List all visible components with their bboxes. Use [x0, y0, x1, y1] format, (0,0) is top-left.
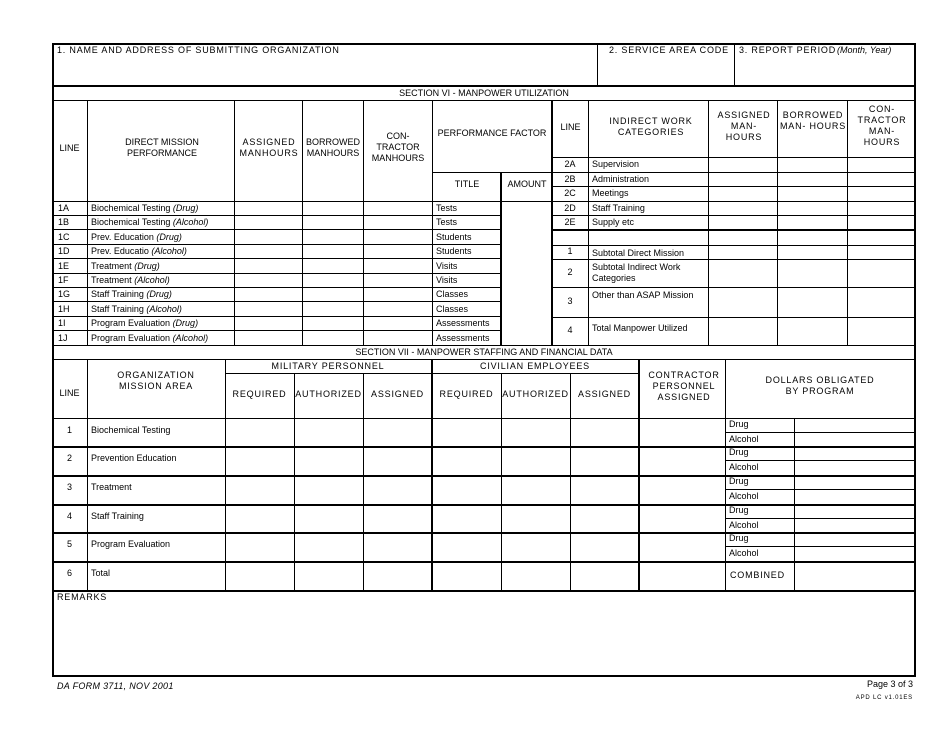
- s6-row-title: Assessments: [436, 333, 490, 343]
- s6-input-cell[interactable]: [365, 260, 431, 272]
- s7-col-mil-authorized: AUTHORIZED: [295, 389, 362, 399]
- s6-col-performance-factor: PERFORMANCE FACTOR: [437, 128, 547, 138]
- divider: [52, 100, 916, 101]
- s7-col-org-area: ORGANIZATION MISSION AREA: [117, 370, 195, 391]
- s7-row-line: 3: [66, 482, 72, 492]
- s7-drug-amount[interactable]: [796, 419, 915, 431]
- s6-row-qualifier: (Drug): [146, 289, 172, 299]
- grid-line: [847, 100, 848, 345]
- s6-col-borrowed-manhours: BORROWED MANHOURS: [306, 137, 360, 158]
- s6-row-name-text: Staff Training: [91, 304, 144, 314]
- s6-input-cell[interactable]: [236, 288, 301, 300]
- s7-input-cell[interactable]: [434, 448, 500, 473]
- s6-summary-input[interactable]: [779, 318, 846, 344]
- s6-row-line: 1D: [58, 246, 70, 256]
- s7-input-cell[interactable]: [503, 420, 569, 444]
- s7-col-contractor: CONTRACTOR PERSONNEL ASSIGNED: [648, 370, 720, 402]
- grid-line: [52, 229, 501, 230]
- s7-input-cell[interactable]: [365, 477, 430, 502]
- grid-line: [551, 229, 916, 231]
- s7-input-cell[interactable]: [503, 506, 569, 530]
- s7-combined-amount[interactable]: [796, 563, 915, 588]
- s7-input-cell[interactable]: [503, 448, 569, 473]
- s6-input-cell[interactable]: [236, 202, 301, 214]
- s7-input-cell[interactable]: [641, 563, 724, 588]
- s7-input-cell[interactable]: [296, 534, 362, 559]
- s6-col-assigned-manhours: ASSIGNED MANHOURS: [239, 137, 299, 158]
- s7-input-cell[interactable]: [503, 563, 569, 588]
- s7-row-name: Biochemical Testing: [91, 425, 171, 435]
- s6-col-indirect-categories: INDIRECT WORK CATEGORIES: [609, 116, 693, 137]
- s6-input-cell[interactable]: [502, 231, 550, 243]
- s6-input-cell[interactable]: [502, 274, 550, 286]
- s6-row-title: Visits: [436, 261, 458, 271]
- grid-line: [52, 590, 916, 592]
- s6-indirect-input[interactable]: [779, 173, 846, 185]
- s6-input-cell[interactable]: [365, 202, 431, 214]
- s6-indirect-name: Meetings: [592, 188, 629, 198]
- s6-summary-input[interactable]: [779, 246, 846, 258]
- s6-row-qualifier: (Alcohol): [146, 304, 182, 314]
- s6-summary-line: 4: [567, 325, 573, 335]
- s6-indirect-input[interactable]: [710, 202, 776, 214]
- s6-summary-input[interactable]: [710, 318, 776, 344]
- grid-line: [294, 373, 295, 590]
- s7-input-cell[interactable]: [365, 448, 430, 473]
- s6-row-qualifier: (Alcohol): [151, 246, 187, 256]
- s6-input-cell[interactable]: [365, 216, 431, 228]
- s6-row-name: [91, 247, 187, 256]
- s7-input-cell[interactable]: [434, 420, 500, 444]
- s6-input-cell[interactable]: [365, 332, 431, 344]
- field-name-address-label: 1. NAME AND ADDRESS OF SUBMITTING ORGANIZATION: [57, 45, 340, 55]
- s7-col-mil-required: REQUIRED: [232, 389, 287, 399]
- s7-input-cell[interactable]: [641, 477, 724, 502]
- grid-line: [87, 100, 88, 345]
- s6-row-name-text: Treatment: [91, 275, 132, 285]
- s7-input-cell[interactable]: [296, 477, 362, 502]
- s6-input-cell[interactable]: [502, 216, 550, 228]
- grid-line: [588, 100, 589, 345]
- s6-row-qualifier: (Alcohol): [172, 217, 209, 227]
- s7-input-cell[interactable]: [365, 534, 430, 559]
- s7-drug-label: Drug: [729, 476, 749, 486]
- s6-input-cell[interactable]: [236, 231, 301, 243]
- grid-line: [432, 172, 552, 173]
- grid-line: [52, 201, 552, 202]
- s7-input-cell[interactable]: [641, 506, 724, 530]
- s6-indirect-input[interactable]: [710, 158, 776, 170]
- s7-input-cell[interactable]: [227, 448, 293, 473]
- s6-row-qualifier: (Alcohol): [172, 333, 209, 343]
- s6-row-name: [91, 204, 198, 213]
- s6-input-cell[interactable]: [304, 317, 362, 329]
- s6-input-cell[interactable]: [365, 245, 431, 257]
- s6-summary-input[interactable]: [710, 288, 776, 316]
- s6-indirect-name: Staff Training: [592, 203, 645, 213]
- s6-row-name: [91, 305, 182, 314]
- s6-indirect-line: 2A: [564, 159, 576, 169]
- s7-alcohol-label: Alcohol: [729, 462, 759, 472]
- s7-col-line: LINE: [59, 388, 80, 398]
- s6-summary-input[interactable]: [849, 318, 915, 344]
- s6-input-cell[interactable]: [365, 303, 431, 315]
- s7-input-cell[interactable]: [572, 448, 637, 473]
- s6-col-amount: AMOUNT: [507, 179, 547, 189]
- s7-col-civilian: CIVILIAN EMPLOYEES: [480, 361, 590, 371]
- field-report-period-label: 3. REPORT PERIOD: [739, 45, 836, 55]
- s6-row-title: Assessments: [436, 318, 490, 328]
- s6-row-title: Students: [436, 246, 472, 256]
- s7-drug-amount[interactable]: [796, 476, 915, 488]
- s7-input-cell[interactable]: [227, 506, 293, 530]
- s6-input-cell[interactable]: [365, 274, 431, 286]
- s7-input-cell[interactable]: [641, 448, 724, 473]
- s6-summary-input[interactable]: [710, 260, 776, 286]
- s6-row-name-text: Treatment: [91, 261, 132, 271]
- s6-row-title: Students: [436, 232, 472, 242]
- s6-row-line: 1I: [58, 318, 66, 328]
- s6-summary-input[interactable]: [849, 246, 915, 258]
- grid-line: [52, 301, 501, 302]
- s7-row-name: Staff Training: [91, 511, 144, 521]
- s6-indirect-input[interactable]: [710, 173, 776, 185]
- s6-row-title: Tests: [436, 217, 458, 227]
- s6-row-name: [91, 262, 160, 271]
- s6-row-line: 1F: [58, 275, 69, 285]
- s6-input-cell[interactable]: [502, 260, 550, 272]
- s6-summary-input[interactable]: [710, 246, 776, 258]
- s6-input-cell[interactable]: [236, 317, 301, 329]
- s6-row-name: [91, 334, 208, 343]
- s7-drug-label: Drug: [729, 505, 749, 515]
- s7-alcohol-label: Alcohol: [729, 434, 759, 444]
- s7-input-cell[interactable]: [503, 477, 569, 502]
- s6-summary-input[interactable]: [849, 288, 915, 316]
- version-label: APD LC v1.01ES: [855, 695, 913, 701]
- s6-row-name-text: Program Evaluation: [91, 318, 171, 328]
- divider: [734, 43, 735, 86]
- s7-drug-amount[interactable]: [796, 533, 915, 545]
- s6-summary-name: Subtotal Indirect Work Categories: [592, 262, 681, 283]
- s6-row-title: Tests: [436, 203, 458, 213]
- s6-row-name-text: Program Evaluation: [91, 333, 171, 343]
- s7-row-name: Prevention Education: [91, 453, 177, 463]
- s7-alcohol-amount[interactable]: [796, 433, 915, 445]
- s6-input-cell[interactable]: [502, 332, 550, 344]
- s6-indirect-name: Supply etc: [592, 217, 635, 227]
- s6-col-title: TITLE: [454, 179, 480, 189]
- s6-indirect-input[interactable]: [849, 202, 915, 214]
- grid-line: [52, 345, 916, 346]
- s6-col-contractor-manhours: CON- TRACTOR MANHOURS: [371, 131, 425, 163]
- s7-input-cell[interactable]: [365, 563, 430, 588]
- s6-col-assigned-man-hours: ASSIGNED MAN- HOURS: [717, 110, 771, 142]
- s7-input-cell[interactable]: [503, 534, 569, 559]
- section7-title: SECTION VII - MANPOWER STAFFING AND FINANCIAL DATA: [355, 347, 613, 357]
- s6-indirect-input[interactable]: [779, 216, 846, 228]
- remarks-field[interactable]: [54, 604, 914, 675]
- s6-indirect-line: 2B: [564, 174, 576, 184]
- s7-col-civ-assigned: ASSIGNED: [578, 389, 631, 399]
- grid-line: [777, 100, 778, 345]
- grid-line: [708, 100, 709, 345]
- s6-row-name: [91, 218, 208, 227]
- s7-row-line: 4: [66, 511, 72, 521]
- s6-row-name: [91, 233, 182, 242]
- s6-input-cell[interactable]: [502, 202, 550, 214]
- s7-input-cell[interactable]: [227, 477, 293, 502]
- s7-row-line: 6: [66, 568, 72, 578]
- grid-line: [501, 373, 502, 590]
- s7-alcohol-label: Alcohol: [729, 491, 759, 501]
- s6-input-cell[interactable]: [502, 317, 550, 329]
- s7-input-cell[interactable]: [641, 534, 724, 559]
- s6-indirect-input[interactable]: [779, 158, 846, 170]
- s6-indirect-name: Administration: [592, 174, 650, 184]
- s6-input-cell[interactable]: [502, 288, 550, 300]
- s6-input-cell[interactable]: [236, 303, 301, 315]
- s7-input-cell[interactable]: [296, 563, 362, 588]
- s6-col-line2: LINE: [560, 122, 581, 132]
- s7-input-cell[interactable]: [227, 534, 293, 559]
- s7-alcohol-label: Alcohol: [729, 520, 759, 530]
- s6-input-cell[interactable]: [304, 216, 362, 228]
- s6-input-cell[interactable]: [365, 288, 431, 300]
- s7-alcohol-label: Alcohol: [729, 548, 759, 558]
- s7-input-cell[interactable]: [296, 420, 362, 444]
- s6-summary-input[interactable]: [779, 288, 846, 316]
- s6-row-name: [91, 290, 172, 299]
- s7-input-cell[interactable]: [365, 506, 430, 530]
- s7-col-civ-required: REQUIRED: [439, 389, 494, 399]
- s6-input-cell[interactable]: [304, 245, 362, 257]
- s6-summary-name: Total Manpower Utilized: [592, 323, 688, 333]
- s6-summary-line: 1: [567, 246, 573, 256]
- s6-row-qualifier: (Alcohol): [134, 275, 170, 285]
- s6-row-line: 1H: [58, 304, 70, 314]
- s6-input-cell[interactable]: [365, 317, 431, 329]
- s7-drug-label: Drug: [729, 447, 749, 457]
- grid-line: [363, 100, 364, 345]
- s6-row-name: [91, 319, 198, 328]
- s6-indirect-line: 2C: [564, 188, 576, 198]
- grid-line: [363, 373, 364, 590]
- s7-input-cell[interactable]: [296, 448, 362, 473]
- grid-line: [52, 359, 916, 360]
- s7-col-dollars: DOLLARS OBLIGATED BY PROGRAM: [765, 375, 875, 396]
- divider: [597, 43, 598, 86]
- s6-input-cell[interactable]: [304, 202, 362, 214]
- s7-alcohol-amount[interactable]: [796, 519, 915, 531]
- s6-input-cell[interactable]: [304, 260, 362, 272]
- page-number: Page 3 of 3: [866, 679, 913, 689]
- s6-summary-line: 2: [567, 267, 573, 277]
- s7-input-cell[interactable]: [227, 420, 293, 444]
- s6-indirect-input[interactable]: [710, 187, 776, 199]
- s6-row-line: 1G: [58, 289, 71, 299]
- s6-input-cell[interactable]: [304, 332, 362, 344]
- s6-input-cell[interactable]: [502, 245, 550, 257]
- s7-input-cell[interactable]: [572, 563, 637, 588]
- s6-indirect-line: 2D: [564, 203, 576, 213]
- s7-row-line: 2: [66, 453, 72, 463]
- s6-input-cell[interactable]: [236, 260, 301, 272]
- s6-input-cell[interactable]: [236, 216, 301, 228]
- s6-indirect-input[interactable]: [849, 216, 915, 228]
- s6-row-title: Classes: [436, 289, 469, 299]
- s6-indirect-line: 2E: [564, 217, 576, 227]
- s7-input-cell[interactable]: [296, 506, 362, 530]
- s7-row-name: Treatment: [91, 482, 132, 492]
- s6-row-line: 1B: [58, 217, 70, 227]
- s7-col-military: MILITARY PERSONNEL: [271, 361, 385, 371]
- s6-row-qualifier: (Drug): [172, 203, 199, 213]
- s6-row-name: [91, 276, 170, 285]
- s6-input-cell[interactable]: [236, 245, 301, 257]
- s7-input-cell[interactable]: [572, 534, 637, 559]
- s6-row-line: 1C: [58, 232, 70, 242]
- grid-line: [234, 100, 235, 345]
- s6-input-cell[interactable]: [365, 231, 431, 243]
- s7-drug-label: Drug: [729, 533, 749, 543]
- divider: [52, 85, 916, 87]
- remarks-label: REMARKS: [57, 592, 108, 602]
- s7-alcohol-amount[interactable]: [796, 461, 915, 473]
- s6-row-line: 1E: [58, 261, 70, 271]
- s7-drug-amount[interactable]: [796, 447, 915, 459]
- s7-alcohol-amount[interactable]: [796, 547, 915, 559]
- s6-summary-name: Subtotal Direct Mission: [592, 248, 685, 258]
- s6-row-name-text: Prev. Educatio: [91, 246, 149, 256]
- s6-row-title: Visits: [436, 275, 458, 285]
- s7-row-name: Program Evaluation: [91, 539, 171, 549]
- grid-line: [432, 100, 433, 345]
- s7-row-line: 5: [66, 539, 72, 549]
- s6-row-qualifier: (Drug): [156, 232, 182, 242]
- s7-input-cell[interactable]: [434, 534, 500, 559]
- s6-row-qualifier: (Drug): [134, 261, 160, 271]
- s6-col-direct-mission: DIRECT MISSION PERFORMANCE: [125, 137, 199, 158]
- grid-line: [52, 418, 916, 419]
- s7-input-cell[interactable]: [434, 563, 500, 588]
- s7-input-cell[interactable]: [365, 420, 430, 444]
- s7-input-cell[interactable]: [572, 420, 637, 444]
- s6-row-title: Classes: [436, 304, 469, 314]
- s6-indirect-name: Supervision: [592, 159, 640, 169]
- s6-indirect-input[interactable]: [710, 216, 776, 228]
- s6-row-line: 1J: [58, 333, 68, 343]
- s7-combined-label: COMBINED: [730, 570, 785, 580]
- field-report-period-note: (Month, Year): [837, 45, 892, 55]
- s7-input-cell[interactable]: [434, 506, 500, 530]
- grid-line: [570, 373, 571, 590]
- s6-col-borrowed-man-hours: BORROWED MAN- HOURS: [780, 110, 846, 131]
- s6-row-name-text: Staff Training: [91, 289, 144, 299]
- s7-input-cell[interactable]: [572, 506, 637, 530]
- grid-line: [52, 258, 501, 259]
- s7-drug-amount[interactable]: [796, 505, 915, 517]
- s6-summary-name: Other than ASAP Mission: [592, 290, 694, 300]
- s6-summary-line: 3: [567, 296, 573, 306]
- s7-row-line: 1: [66, 425, 72, 435]
- s7-row-name: Total: [91, 568, 111, 578]
- s6-input-cell[interactable]: [304, 231, 362, 243]
- grid-line: [52, 330, 501, 331]
- s6-indirect-input[interactable]: [849, 187, 915, 199]
- s7-alcohol-amount[interactable]: [796, 490, 915, 502]
- field-service-area-code-label: 2. SERVICE AREA CODE: [609, 45, 729, 55]
- s7-col-mil-assigned: ASSIGNED: [371, 389, 424, 399]
- s6-input-cell[interactable]: [304, 288, 362, 300]
- s6-indirect-input[interactable]: [849, 173, 915, 185]
- s6-row-qualifier: (Drug): [172, 318, 199, 328]
- form-number: DA FORM 3711, NOV 2001: [57, 681, 174, 691]
- s7-input-cell[interactable]: [227, 563, 293, 588]
- s6-col-line: LINE: [59, 143, 80, 153]
- s6-summary-input[interactable]: [849, 260, 915, 286]
- s7-input-cell[interactable]: [641, 420, 724, 444]
- s6-row-line: 1A: [58, 203, 70, 213]
- s7-input-cell[interactable]: [434, 477, 500, 502]
- s6-input-cell[interactable]: [236, 332, 301, 344]
- grid-line: [302, 100, 303, 345]
- s6-summary-input[interactable]: [779, 260, 846, 286]
- s6-row-name-text: Biochemical Testing: [91, 217, 171, 227]
- s6-input-cell[interactable]: [236, 274, 301, 286]
- s6-col-contractor-man-hours: CON- TRACTOR MAN- HOURS: [857, 104, 907, 147]
- s6-row-name-text: Biochemical Testing: [91, 203, 171, 213]
- s7-input-cell[interactable]: [572, 477, 637, 502]
- s6-indirect-input[interactable]: [779, 187, 846, 199]
- grid-line: [225, 373, 639, 374]
- s7-drug-label: Drug: [729, 419, 749, 429]
- s6-row-name-text: Prev. Education: [91, 232, 154, 242]
- s6-input-cell[interactable]: [502, 303, 550, 315]
- s6-input-cell[interactable]: [304, 274, 362, 286]
- s7-col-civ-authorized: AUTHORIZED: [502, 389, 569, 399]
- s6-indirect-input[interactable]: [779, 202, 846, 214]
- section6-title: SECTION VI - MANPOWER UTILIZATION: [399, 88, 569, 98]
- s6-indirect-input[interactable]: [849, 158, 915, 170]
- s6-input-cell[interactable]: [304, 303, 362, 315]
